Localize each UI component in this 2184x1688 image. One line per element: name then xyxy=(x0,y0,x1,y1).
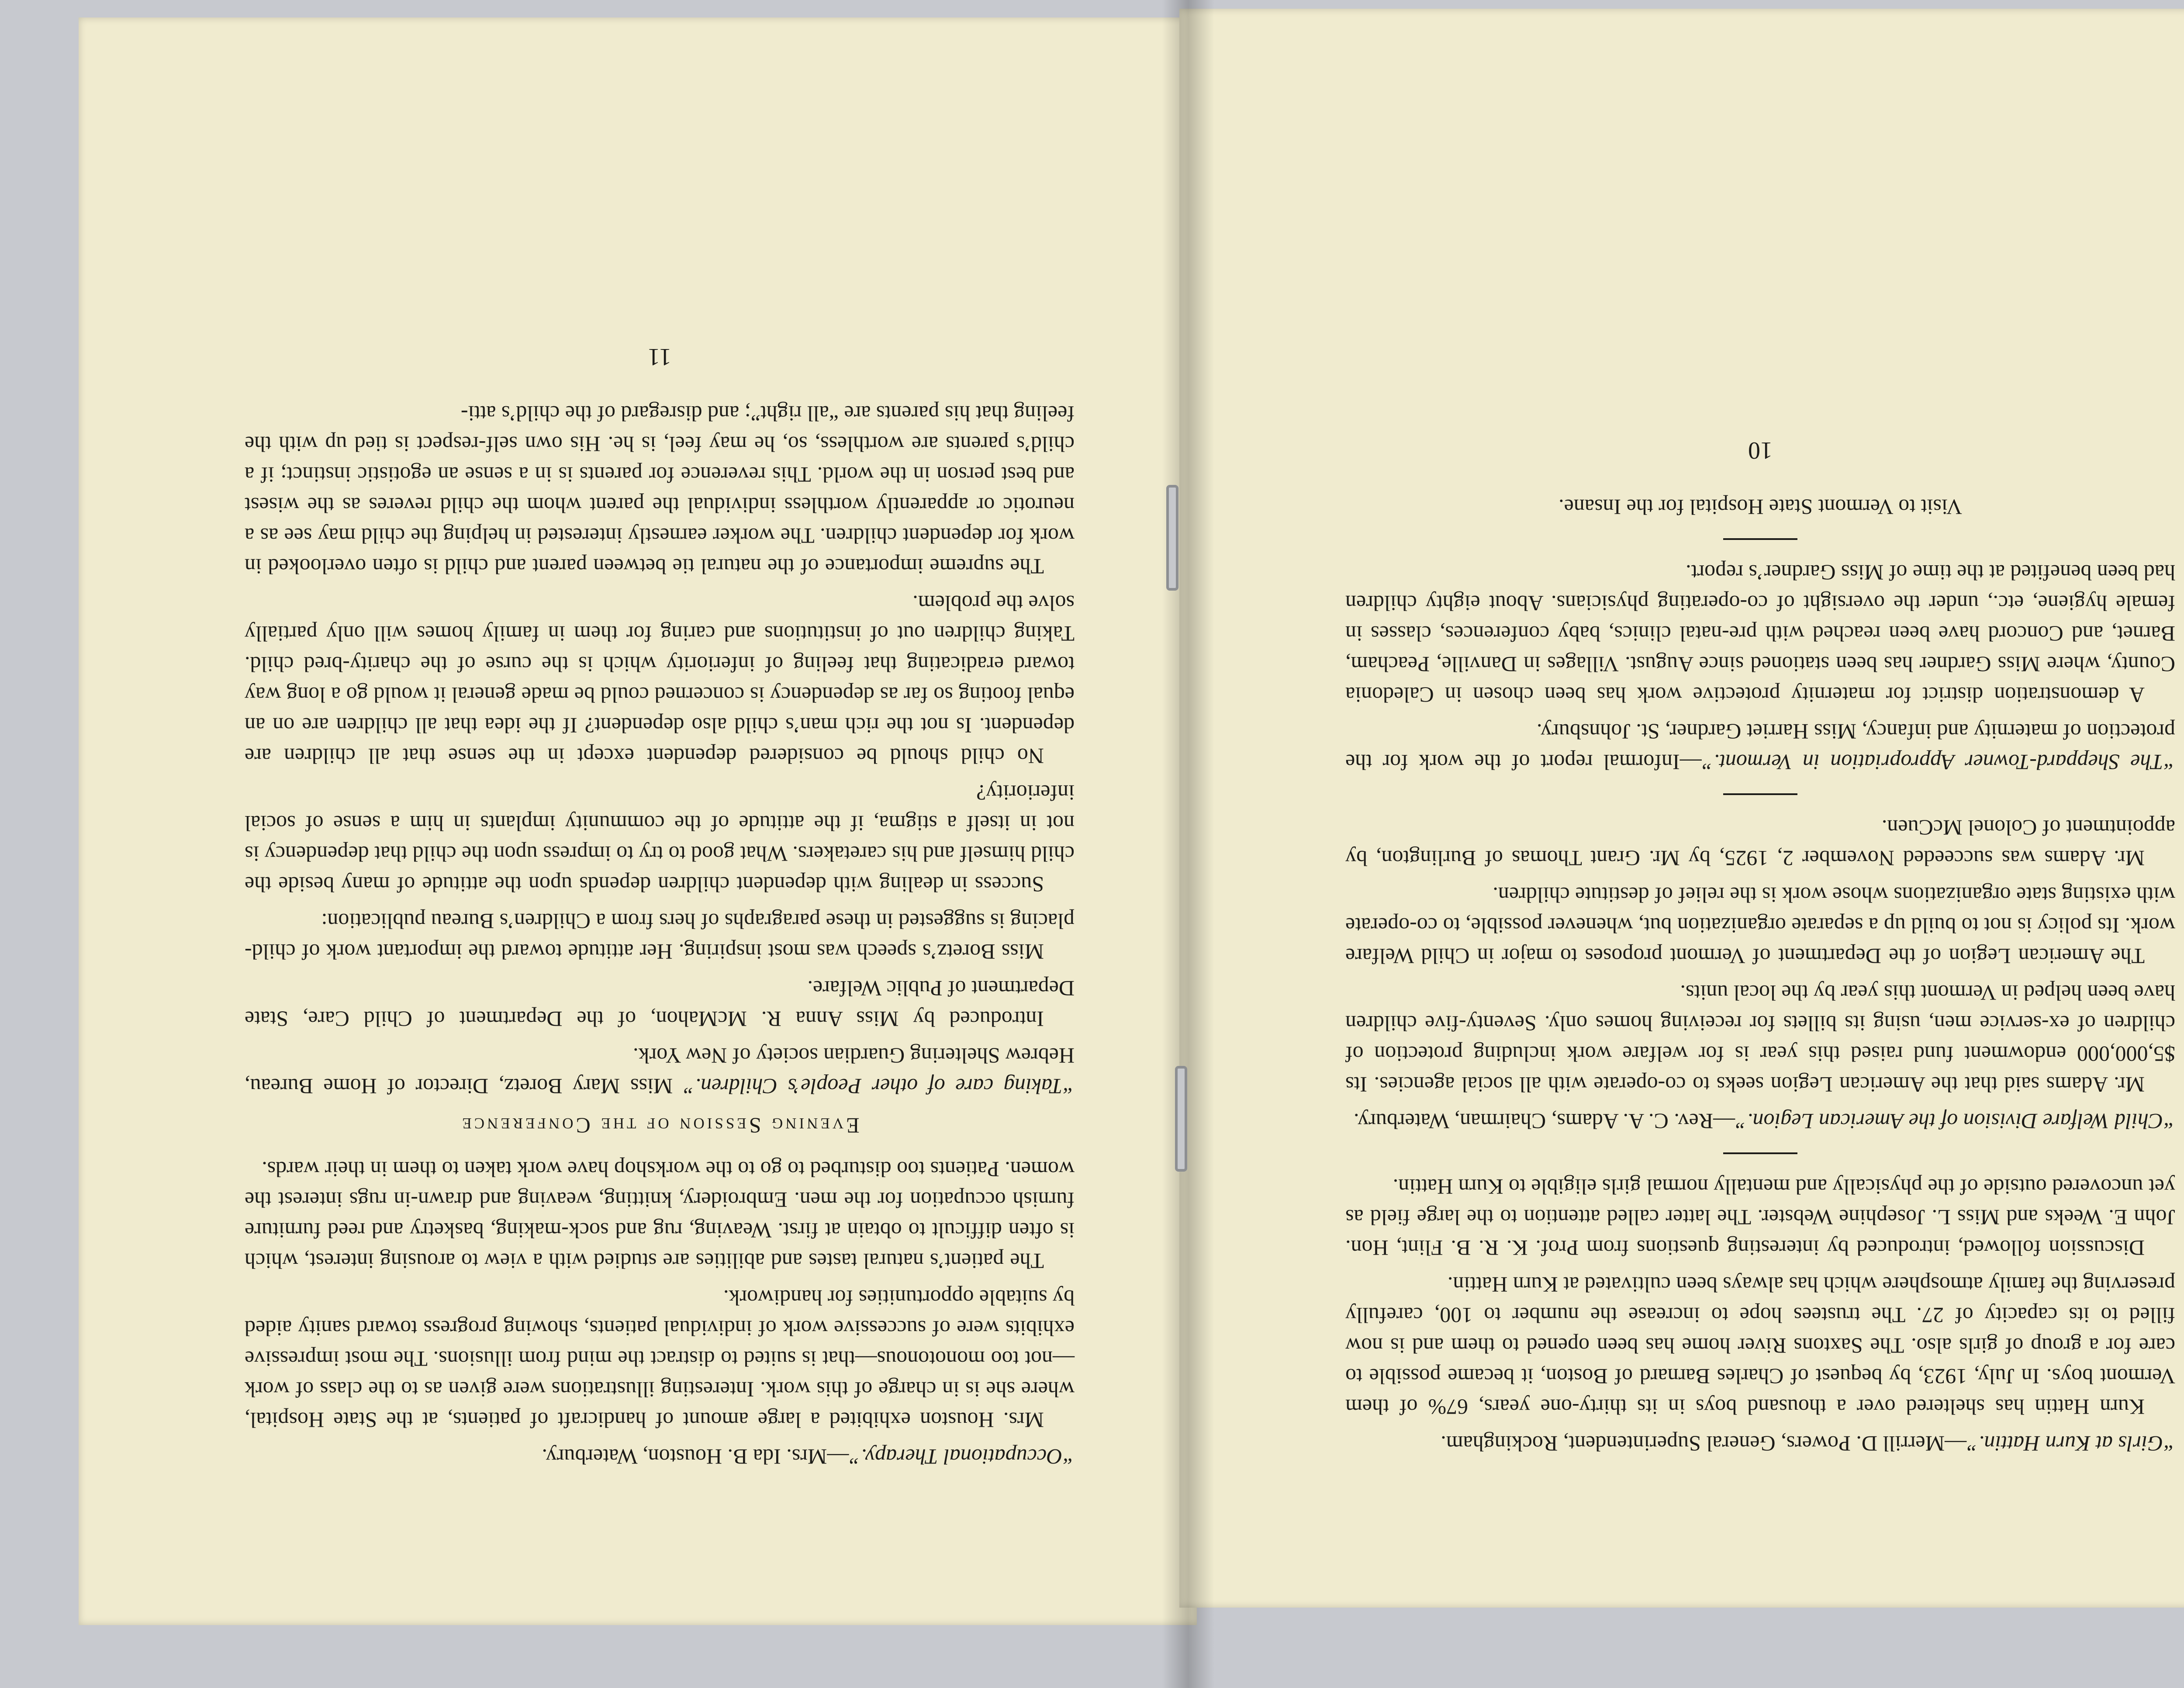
left-page-text xyxy=(245,205,1075,1472)
page-number: 10 xyxy=(1748,437,1773,464)
right-para-10: A demonstration district for maternity protective work has been chosen in Caledonia County, where Miss Gardner has been stationed since August. Villages in Danville, Peacham, Barnet, and Concord have been reached with pre-natal clinics, baby conferences, classes in female hygiene, etc., under the oversight of co-operating physicians. About eighty children had been benefited at the time of Miss Gardner’s report. xyxy=(1345,560,2175,707)
section-title: “Girls at Kurn Hattin.” xyxy=(1966,1432,2175,1456)
section-title: “Taking care of other People’s Children.” xyxy=(683,1074,1075,1099)
running-footer: Visit to Vermont State Hospital for the Insane. xyxy=(1559,495,1962,519)
section-rule xyxy=(1723,793,1797,795)
left-para-2: The patient’s natural tastes and abilities are studied with a view to arousing interest, which is often difficult to obtain at first. Weaving, rug and sock-making, basketry and reed furniture furnish occupation for the men. Embroidery, knitting, weaving and drawn-in rugs interest the women. Patients too disturbed to go to the workshop have work taken to them in their wards. xyxy=(245,1157,1075,1273)
right-para-0 xyxy=(1345,1429,2175,1459)
left-para-1: Mrs. Houston exhibited a large amount of handicraft of patients, at the State Hospital, where she is in charge of this work. Interesting illustrations were given as to the class of work—not too monotonous—that is suited to distract the mind from illusions. The most impressive exhibits were of successive work of individual patients, showing progress toward sanity aided by suitable opportunities for handiwork. xyxy=(245,1286,1075,1432)
staple-top xyxy=(1166,485,1178,591)
right-para-9 xyxy=(1345,716,2175,778)
section-byline: —Mrs. Ida B. Houston, Waterbury. xyxy=(542,1445,849,1469)
left-para-0 xyxy=(245,1442,1075,1472)
staple-bottom xyxy=(1175,1066,1187,1172)
section-byline: —Informal report of the work for the protection of maternity and infancy, Miss Harriet Gardner, St. Johnsbury. xyxy=(1345,719,2175,775)
section-rule xyxy=(1723,538,1797,540)
right-para-7: Mr. Adams was succeeded November 2, 1925, by Mr. Grant Thomas of Burlington, by appointment of Colonel McCuen. xyxy=(1345,816,2175,871)
section-title: “Occupational Therapy.” xyxy=(849,1445,1075,1469)
left-para-7: Success in dealing with dependent children depends upon the attitude of many beside the child himself and his caretakers. What good to try to impress upon the child that dependency is not in itself a stigma, if the attitude of the community implants in him a sense of social inferiority? xyxy=(245,781,1075,897)
book-gutter xyxy=(1162,0,1214,1688)
right-para-4 xyxy=(1345,1106,2175,1137)
left-para-5: Introduced by Miss Anna R. McMahon, of the Department of Child Care, State Department of Public Welfare. xyxy=(245,976,1075,1031)
section-rule xyxy=(1723,1152,1797,1154)
left-para-8: No child should be considered dependent except in the sense that all children are dependent. Is not the rich man’s child also dependent? If the idea that all children are on an equal footing so far as dependency is concerned could be made general it would go a long way toward eradicating that feeling of inferiority which is the curse of the charity-bred child. Taking children out of institutions and caring for them in family homes will only partially solve the problem. xyxy=(245,591,1075,768)
left-para-9: The supreme importance of the natural tie between parent and child is often overlooked in work for dependent children. The worker earnestly interested in helping the child may see as a neurotic or apparently worthless individual the parent whom the child reveres as the wisest and best person in the world. This reverence for parents is in a sense an egotistic instinct; if a child’s parents are worthless, so, he may feel, is he. His own self-respect is tied up with the feeling that his parents are “all right”; and disregard of the child’s atti- xyxy=(245,401,1075,579)
left-para-4 xyxy=(245,1041,1075,1102)
right-para-2: Discussion followed, introduced by interesting questions from Prof. K. R. B. Flint, Hon. John E. Weeks and Miss L. Josephine Webster. The latter called attention to the large field as yet uncovered outside of the physically and mentally normal girls eligible to Kurn Hattin. xyxy=(1345,1175,2175,1260)
section-byline: —Merrill D. Powers, General Superintendent, Rockingham. xyxy=(1441,1432,1967,1456)
right-para-6: The American Legion of the Department of Vermont proposes to major in Child Welfare work. Its policy is not to build up a separate organization but, whenever possible, to co-operate with existing state organizations whose work is the relief of destitute children. xyxy=(1345,883,2175,969)
section-byline: Miss Mary Boretz, Director of Home Bureau, Hebrew Sheltering Guardian society of New York. xyxy=(245,1044,1075,1099)
section-title: “Child Welfare Division of the American Legion.” xyxy=(1735,1109,2175,1134)
session-heading: Evening Session of the Conference xyxy=(460,1114,860,1138)
page-number: 11 xyxy=(648,343,671,370)
right-para-5: Mr. Adams said that the American Legion seeks to co-operate with all social agencies. Its $5,000,000 endowment fund raised this year is for welfare work including protection of children of ex-service men, using its billets for receiving homes only. Seventy-five children have been helped in Vermont this year by the local units. xyxy=(1345,981,2175,1097)
section-title: “The Sheppard-Towner Appropriation in Vermont.” xyxy=(1701,750,2175,775)
right-para-1: Kurn Hattin has sheltered over a thousand boys in its thirty-one years, 67% of them Vermont boys. In July, 1923, by bequest of Charles Barnard of Boston, it became possible to care for a group of girls also. The Saxtons River home has been opened to them and is now filled to its capacity of 27. The trustees hope to increase the number to 100, carefully preserving the family atmosphere which has always been cultivated at Kurn Hattin. xyxy=(1345,1273,2175,1419)
section-byline: —Rev. C. A. Adams, Chairman, Waterbury. xyxy=(1353,1109,1735,1134)
right-page-text xyxy=(1345,192,2175,1459)
left-para-6: Miss Boretz’s speech was most inspiring. Her attitude toward the important work of child-placing is suggested in these paragraphs of hers from a Children’s Bureau publication: xyxy=(245,909,1075,964)
